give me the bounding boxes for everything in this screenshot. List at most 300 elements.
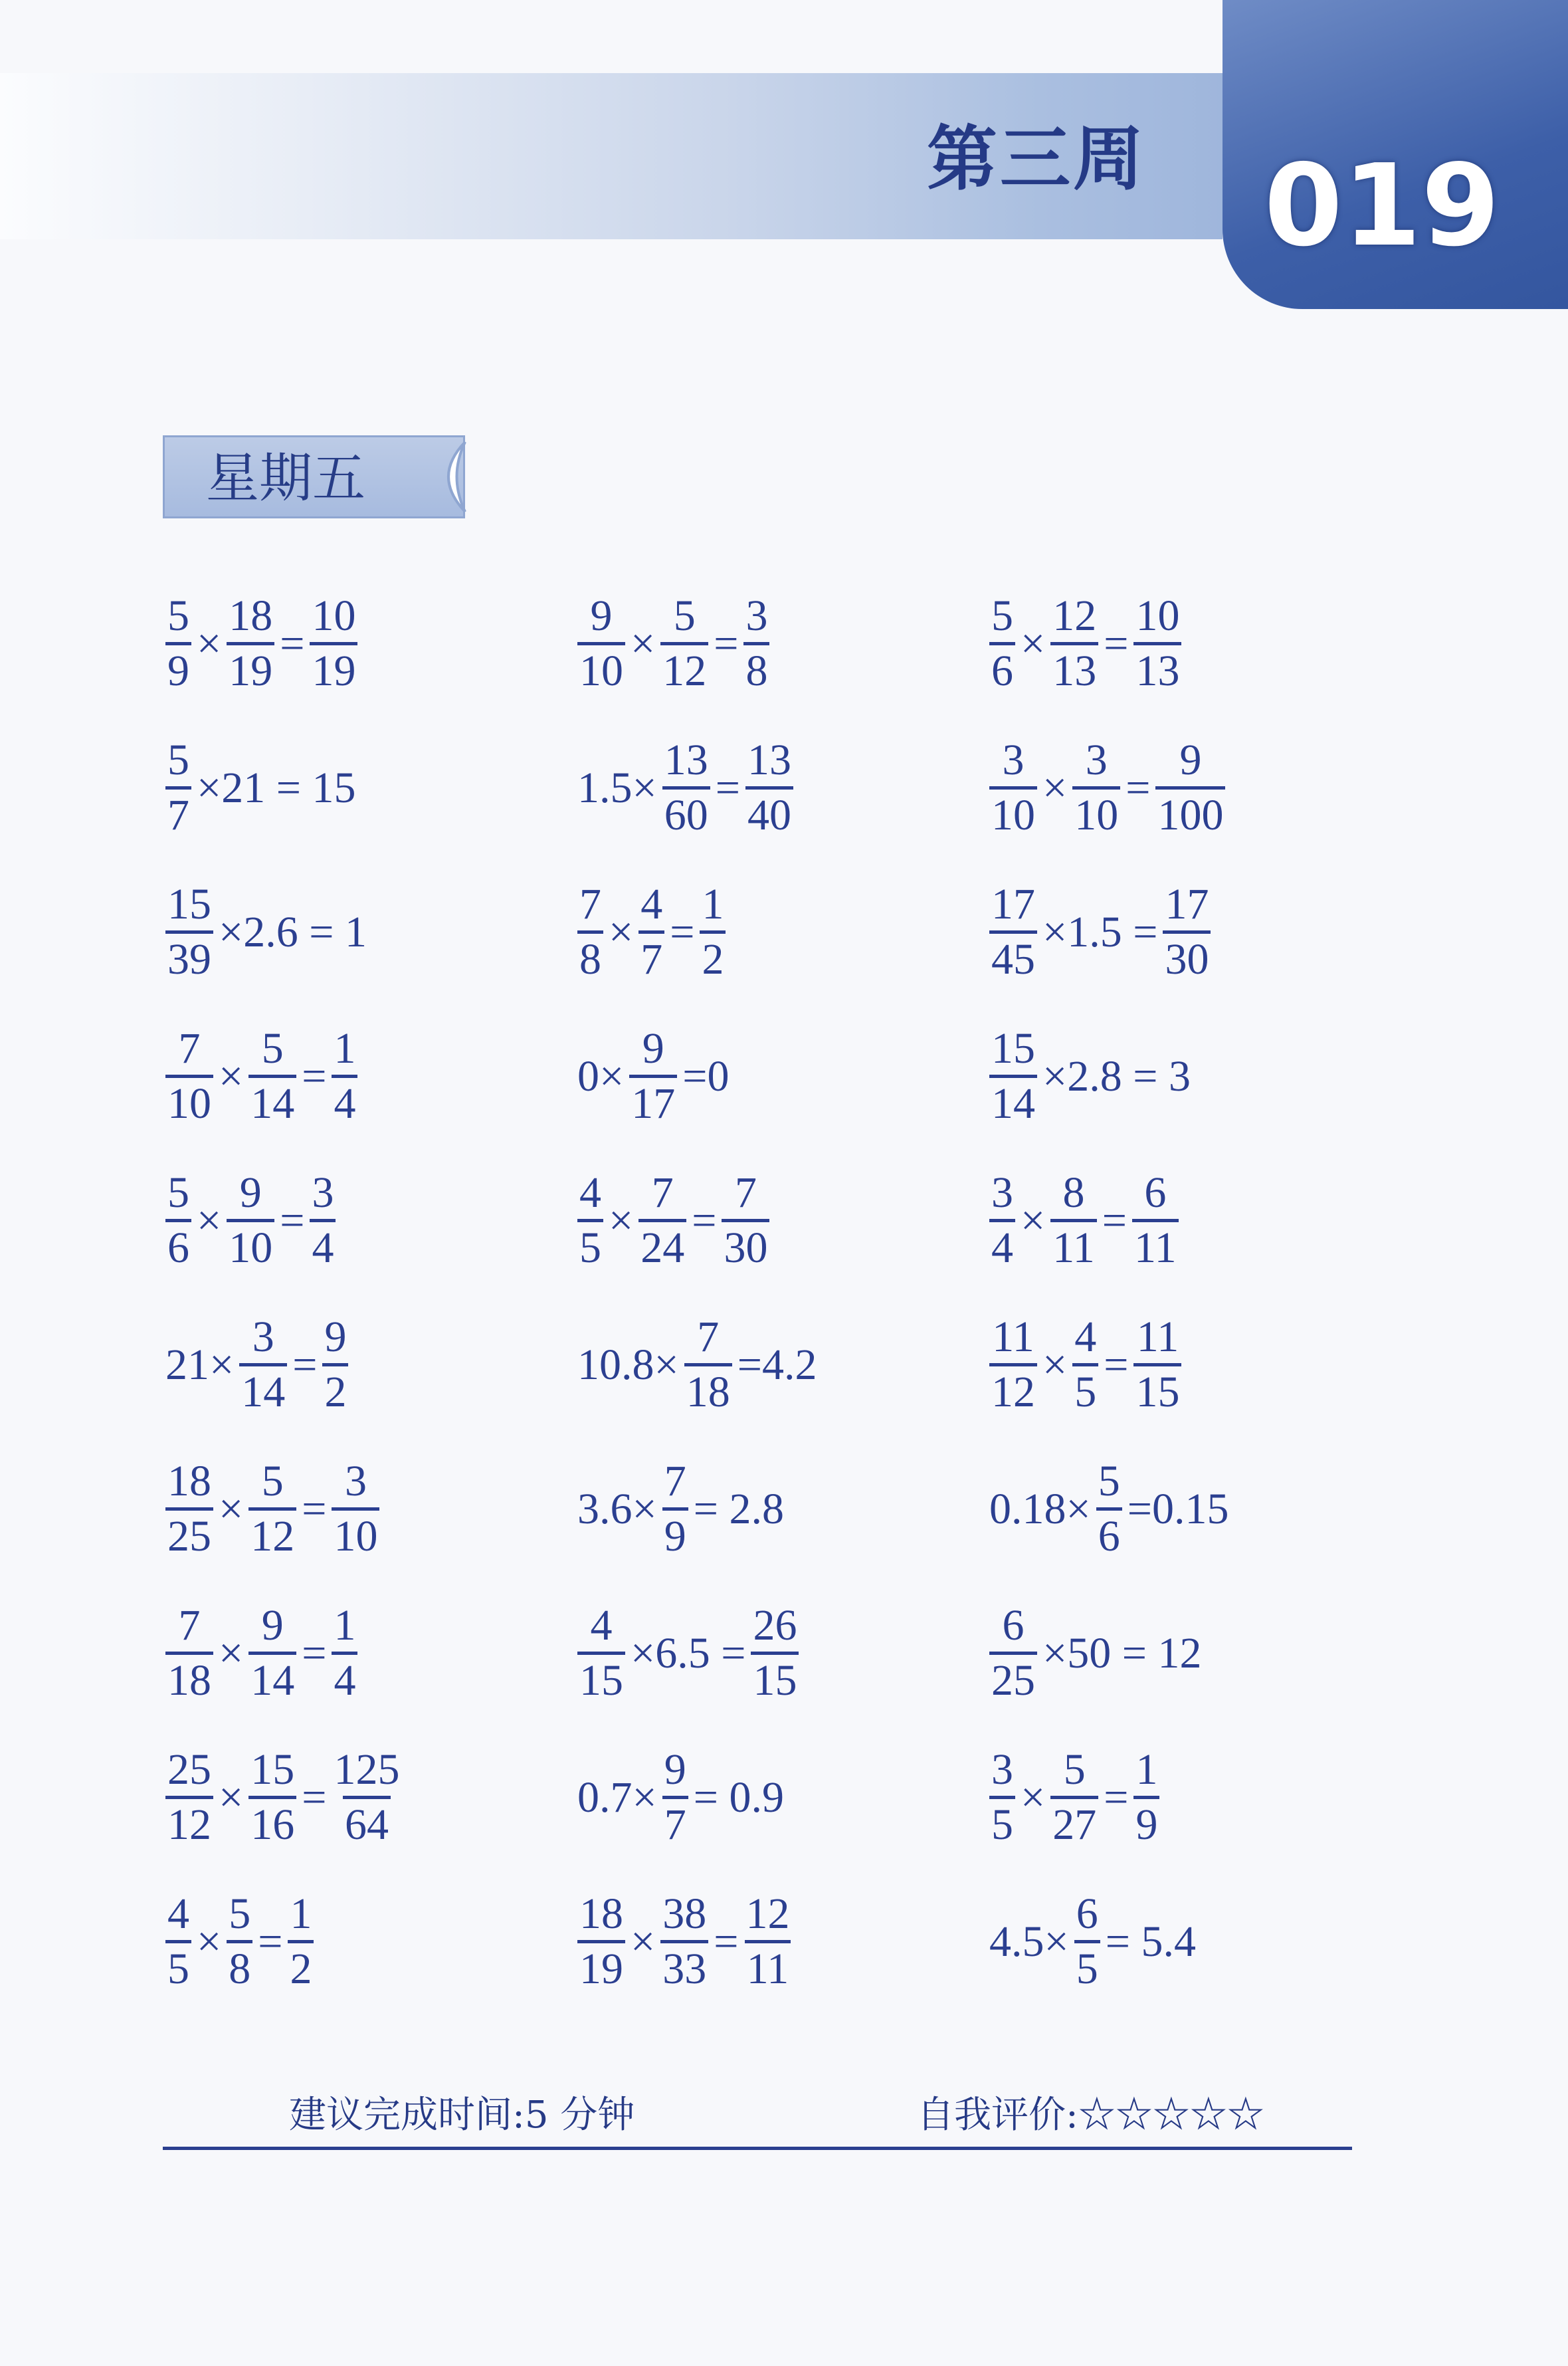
denominator: 14 — [248, 1652, 296, 1703]
problem-item — [987, 1870, 1399, 2014]
problem-item — [575, 1725, 987, 1870]
numerator: 5 — [167, 592, 189, 640]
fraction — [1072, 1315, 1098, 1414]
fraction — [989, 1168, 1015, 1272]
denominator: 6 — [165, 1219, 191, 1270]
fraction — [332, 1459, 379, 1559]
fraction — [989, 880, 1037, 984]
fraction — [165, 1168, 191, 1272]
fraction — [322, 1315, 348, 1414]
numerator: 1 — [290, 1889, 312, 1938]
fraction — [989, 594, 1015, 693]
numerator: 15 — [991, 1024, 1035, 1073]
fraction — [662, 1459, 688, 1559]
numerator: 6 — [1144, 1168, 1167, 1217]
numerator: 5 — [229, 1889, 251, 1938]
denominator: 18 — [165, 1652, 213, 1703]
expression-text: ×50 = 12 — [1042, 1628, 1202, 1677]
expression-text: × — [1042, 763, 1068, 812]
day-label: 星期五 — [206, 447, 365, 509]
expression-text: = — [292, 1340, 318, 1389]
problem-item — [163, 1581, 575, 1725]
fraction — [332, 1024, 357, 1128]
numerator: 13 — [747, 736, 791, 784]
fraction — [1074, 1889, 1100, 1993]
numerator: 9 — [642, 1024, 664, 1073]
denominator: 11 — [1050, 1219, 1097, 1270]
numerator: 12 — [1052, 592, 1097, 640]
denominator: 30 — [1163, 930, 1211, 982]
denominator: 40 — [745, 786, 793, 837]
problem-row — [163, 572, 1359, 716]
numerator: 11 — [1136, 1313, 1179, 1361]
problem-row — [163, 1581, 1359, 1725]
problem-row — [163, 1004, 1359, 1148]
numerator: 12 — [745, 1889, 790, 1938]
fraction — [1050, 1745, 1098, 1849]
fraction — [332, 1745, 401, 1849]
fraction — [165, 738, 191, 837]
fraction — [165, 1745, 213, 1849]
expression-text: 0× — [577, 1051, 625, 1101]
fraction — [310, 594, 357, 693]
numerator: 1 — [1135, 1745, 1158, 1794]
fraction — [165, 880, 213, 984]
numerator: 9 — [1179, 736, 1202, 784]
numerator: 13 — [664, 736, 708, 784]
fraction — [239, 1315, 287, 1414]
denominator: 18 — [684, 1363, 732, 1414]
expression-text: = 5.4 — [1105, 1917, 1196, 1966]
numerator: 10 — [312, 592, 356, 640]
fraction — [989, 1315, 1037, 1414]
problem-item — [575, 1581, 987, 1725]
expression-text: = — [692, 1196, 717, 1245]
crescent-tab-icon — [425, 439, 478, 515]
numerator: 9 — [324, 1313, 347, 1361]
fraction — [629, 1024, 677, 1128]
denominator: 16 — [248, 1796, 296, 1847]
fraction — [1133, 1745, 1159, 1849]
problem-item — [987, 716, 1399, 860]
expression-text: × — [1021, 619, 1046, 668]
expression-text: = 2.8 — [693, 1484, 784, 1533]
expression-text: × — [609, 907, 634, 956]
denominator: 12 — [660, 642, 708, 693]
footer-divider — [163, 2147, 1352, 2150]
numerator: 3 — [344, 1457, 367, 1505]
problem-row — [163, 1148, 1359, 1293]
expression-text: = — [1126, 763, 1151, 812]
denominator: 19 — [577, 1940, 625, 1991]
problem-item — [575, 860, 987, 1004]
denominator: 27 — [1050, 1796, 1098, 1847]
denominator: 4 — [332, 1075, 357, 1126]
suggested-time: 建议完成时间:5 分钟 — [289, 2094, 635, 2137]
fraction — [662, 1745, 688, 1849]
fraction — [638, 880, 664, 984]
denominator: 25 — [165, 1507, 213, 1559]
expression-text: × — [1021, 1196, 1046, 1245]
fraction — [1050, 1168, 1097, 1272]
fraction — [1096, 1459, 1122, 1559]
denominator: 6 — [1096, 1507, 1122, 1559]
problem-item — [575, 1293, 987, 1437]
expression-text: × — [609, 1196, 634, 1245]
problem-item — [163, 1004, 575, 1148]
denominator: 12 — [248, 1507, 296, 1559]
fraction — [577, 1168, 603, 1272]
problem-item — [987, 1293, 1399, 1437]
numerator: 15 — [250, 1745, 295, 1794]
fraction — [1132, 1168, 1179, 1272]
numerator: 18 — [579, 1889, 623, 1938]
fraction — [227, 1889, 252, 1993]
expression-text: 10.8× — [577, 1340, 679, 1389]
denominator: 7 — [662, 1796, 688, 1847]
denominator: 60 — [662, 786, 710, 837]
expression-text: = — [302, 1484, 327, 1533]
numerator: 9 — [239, 1168, 262, 1217]
fraction — [227, 594, 274, 693]
problem-item — [987, 1148, 1399, 1293]
numerator: 7 — [579, 880, 601, 928]
expression-text: × — [219, 1051, 244, 1101]
numerator: 5 — [1063, 1745, 1086, 1794]
denominator: 15 — [1133, 1363, 1181, 1414]
fraction — [577, 594, 625, 693]
problem-item — [163, 716, 575, 860]
denominator: 15 — [577, 1652, 625, 1703]
expression-text: ×6.5 = — [631, 1628, 746, 1677]
denominator: 10 — [577, 642, 625, 693]
numerator: 3 — [1085, 736, 1108, 784]
denominator: 19 — [310, 642, 357, 693]
fraction — [165, 594, 191, 693]
numerator: 5 — [261, 1457, 284, 1505]
expression-text: = — [670, 907, 695, 956]
numerator: 9 — [261, 1601, 284, 1650]
numerator: 3 — [745, 592, 768, 640]
expression-text: × — [197, 1917, 222, 1966]
denominator: 9 — [662, 1507, 688, 1559]
numerator: 15 — [167, 880, 211, 928]
expression-text: =0.15 — [1127, 1484, 1229, 1533]
expression-text: = — [302, 1628, 327, 1677]
fraction — [684, 1315, 732, 1414]
denominator: 10 — [332, 1507, 379, 1559]
fraction — [1050, 594, 1098, 693]
denominator: 8 — [227, 1940, 252, 1991]
denominator: 14 — [989, 1075, 1037, 1126]
numerator: 38 — [662, 1889, 707, 1938]
expression-text: 0.18× — [989, 1484, 1091, 1533]
denominator: 100 — [1155, 786, 1225, 837]
denominator: 12 — [165, 1796, 213, 1847]
fraction — [662, 738, 710, 837]
expression-text: ×21 = 15 — [197, 763, 356, 812]
expression-text: = — [258, 1917, 283, 1966]
denominator: 5 — [165, 1940, 191, 1991]
numerator: 3 — [312, 1168, 334, 1217]
numerator: 18 — [229, 592, 273, 640]
fraction — [165, 1889, 191, 1993]
expression-text: 0.7× — [577, 1773, 657, 1822]
problem-item — [575, 1870, 987, 2014]
denominator: 6 — [989, 642, 1015, 693]
numerator: 17 — [1165, 880, 1209, 928]
problem-item — [987, 1725, 1399, 1870]
numerator: 26 — [753, 1601, 797, 1650]
numerator: 6 — [1002, 1601, 1025, 1650]
fraction — [751, 1601, 799, 1705]
numerator: 11 — [992, 1313, 1034, 1361]
fraction — [638, 1168, 686, 1272]
fraction — [745, 738, 793, 837]
denominator: 10 — [1072, 786, 1120, 837]
page-number: 019 — [1264, 140, 1500, 272]
expression-text: × — [197, 1196, 222, 1245]
numerator: 5 — [167, 736, 189, 784]
denominator: 33 — [660, 1940, 708, 1991]
expression-text: 3.6× — [577, 1484, 657, 1533]
expression-text: × — [219, 1484, 244, 1533]
fraction — [332, 1601, 357, 1705]
denominator: 9 — [165, 642, 191, 693]
problem-grid — [163, 572, 1359, 2014]
problem-row — [163, 860, 1359, 1004]
denominator: 30 — [722, 1219, 769, 1270]
denominator: 19 — [227, 642, 274, 693]
denominator: 9 — [1133, 1796, 1159, 1847]
expression-text: × — [219, 1773, 244, 1822]
fraction — [310, 1168, 336, 1272]
numerator: 7 — [697, 1313, 720, 1361]
fraction — [248, 1459, 296, 1559]
expression-text: = — [714, 619, 739, 668]
expression-text: = 0.9 — [693, 1773, 784, 1822]
expression-text: × — [1021, 1773, 1046, 1822]
problem-item — [163, 1148, 575, 1293]
expression-text: = — [715, 763, 740, 812]
numerator: 5 — [261, 1024, 284, 1073]
numerator: 5 — [167, 1168, 189, 1217]
problem-row — [163, 1437, 1359, 1581]
numerator: 3 — [991, 1745, 1013, 1794]
denominator: 4 — [989, 1219, 1015, 1270]
fraction — [165, 1601, 213, 1705]
expression-text: × — [219, 1628, 244, 1677]
problem-row — [163, 1293, 1359, 1437]
expression-text: = — [1102, 1196, 1127, 1245]
problem-row — [163, 1870, 1359, 2014]
fraction — [165, 1459, 213, 1559]
week-title: 第三周 — [927, 118, 1146, 200]
self-evaluation: 自我评价:☆☆☆☆☆ — [917, 2094, 1264, 2137]
denominator: 14 — [248, 1075, 296, 1126]
problem-item — [163, 572, 575, 716]
denominator: 12 — [989, 1363, 1037, 1414]
denominator: 13 — [1133, 642, 1181, 693]
fraction — [1072, 738, 1120, 837]
denominator: 10 — [227, 1219, 274, 1270]
numerator: 125 — [334, 1745, 400, 1794]
numerator: 7 — [651, 1168, 674, 1217]
numerator: 18 — [167, 1457, 211, 1505]
problem-row — [163, 1725, 1359, 1870]
denominator: 45 — [989, 930, 1037, 982]
denominator: 5 — [577, 1219, 603, 1270]
denominator: 2 — [322, 1363, 348, 1414]
numerator: 1 — [334, 1024, 356, 1073]
denominator: 5 — [1074, 1940, 1100, 1991]
fraction — [1133, 594, 1181, 693]
fraction — [288, 1889, 314, 1993]
fraction — [1155, 738, 1225, 837]
fraction — [248, 1601, 296, 1705]
fraction — [577, 880, 603, 984]
fraction — [989, 1745, 1015, 1849]
expression-text: ×2.6 = 1 — [219, 907, 367, 956]
denominator: 2 — [700, 930, 726, 982]
numerator: 1 — [334, 1601, 356, 1650]
denominator: 2 — [288, 1940, 314, 1991]
denominator: 5 — [1072, 1363, 1098, 1414]
numerator: 7 — [664, 1457, 686, 1505]
problem-item — [987, 1437, 1399, 1581]
expression-text: = — [1104, 619, 1129, 668]
numerator: 9 — [590, 592, 613, 640]
denominator: 8 — [743, 642, 769, 693]
expression-text: = — [302, 1051, 327, 1101]
fraction — [722, 1168, 769, 1272]
expression-text: ×2.8 = 3 — [1042, 1051, 1191, 1101]
denominator: 24 — [638, 1219, 686, 1270]
numerator: 7 — [734, 1168, 757, 1217]
expression-text: = — [280, 1196, 305, 1245]
numerator: 5 — [673, 592, 696, 640]
fraction — [577, 1601, 625, 1705]
expression-text: =0 — [682, 1051, 730, 1101]
denominator: 7 — [638, 930, 664, 982]
expression-text: × — [631, 1917, 656, 1966]
problem-item — [163, 860, 575, 1004]
denominator: 5 — [989, 1796, 1015, 1847]
numerator: 3 — [252, 1313, 274, 1361]
denominator: 11 — [1132, 1219, 1179, 1270]
fraction — [248, 1745, 296, 1849]
numerator: 25 — [167, 1745, 211, 1794]
expression-text: = — [714, 1917, 739, 1966]
fraction — [1133, 1315, 1181, 1414]
denominator: 10 — [165, 1075, 213, 1126]
expression-text: = — [280, 619, 305, 668]
problem-item — [575, 1437, 987, 1581]
denominator: 7 — [165, 786, 191, 837]
problem-item — [987, 860, 1399, 1004]
problem-item — [163, 1725, 575, 1870]
denominator: 15 — [751, 1652, 799, 1703]
denominator: 13 — [1050, 642, 1098, 693]
problem-item — [987, 1004, 1399, 1148]
expression-text: × — [1042, 1340, 1068, 1389]
denominator: 11 — [745, 1940, 791, 1991]
fraction — [1163, 880, 1211, 984]
problem-item — [163, 1437, 575, 1581]
denominator: 14 — [239, 1363, 287, 1414]
expression-text: 1.5× — [577, 763, 657, 812]
fraction — [989, 1601, 1037, 1705]
problem-item — [575, 1004, 987, 1148]
expression-text: × — [197, 619, 222, 668]
numerator: 3 — [991, 1168, 1013, 1217]
expression-text: × — [631, 619, 656, 668]
denominator: 64 — [343, 1796, 391, 1847]
numerator: 10 — [1135, 592, 1180, 640]
problem-item — [163, 1870, 575, 2014]
fraction — [660, 594, 708, 693]
denominator: 10 — [989, 786, 1037, 837]
fraction — [227, 1168, 274, 1272]
expression-text: = — [1104, 1773, 1129, 1822]
numerator: 4 — [579, 1168, 601, 1217]
numerator: 4 — [1074, 1313, 1097, 1361]
problem-row — [163, 716, 1359, 860]
denominator: 17 — [629, 1075, 677, 1126]
numerator: 7 — [178, 1024, 201, 1073]
numerator: 5 — [1098, 1457, 1120, 1505]
problem-item — [575, 572, 987, 716]
problem-item — [987, 572, 1399, 716]
denominator: 4 — [310, 1219, 336, 1270]
problem-item — [987, 1581, 1399, 1725]
fraction — [989, 738, 1037, 837]
expression-text: ×1.5 = — [1042, 907, 1158, 956]
denominator: 25 — [989, 1652, 1037, 1703]
numerator: 1 — [702, 880, 724, 928]
denominator: 39 — [165, 930, 213, 982]
numerator: 4 — [167, 1889, 189, 1938]
fraction — [577, 1889, 625, 1993]
numerator: 17 — [991, 880, 1035, 928]
fraction — [660, 1889, 708, 1993]
problem-item — [163, 1293, 575, 1437]
problem-item — [575, 1148, 987, 1293]
numerator: 8 — [1062, 1168, 1085, 1217]
fraction — [743, 1889, 791, 1993]
fraction — [165, 1024, 213, 1128]
expression-text: =4.2 — [737, 1340, 817, 1389]
fraction — [248, 1024, 296, 1128]
numerator: 3 — [1002, 736, 1025, 784]
fraction — [743, 594, 769, 693]
expression-text: = — [302, 1773, 327, 1822]
numerator: 7 — [178, 1601, 201, 1650]
numerator: 6 — [1076, 1889, 1098, 1938]
numerator: 4 — [640, 880, 663, 928]
expression-text: 4.5× — [989, 1917, 1069, 1966]
expression-text: = — [1104, 1340, 1129, 1389]
numerator: 4 — [590, 1601, 613, 1650]
fraction — [700, 880, 726, 984]
problem-item — [575, 716, 987, 860]
numerator: 5 — [991, 592, 1013, 640]
denominator: 4 — [332, 1652, 357, 1703]
expression-text: 21× — [165, 1340, 235, 1389]
fraction — [989, 1024, 1037, 1128]
denominator: 8 — [577, 930, 603, 982]
numerator: 9 — [664, 1745, 686, 1794]
